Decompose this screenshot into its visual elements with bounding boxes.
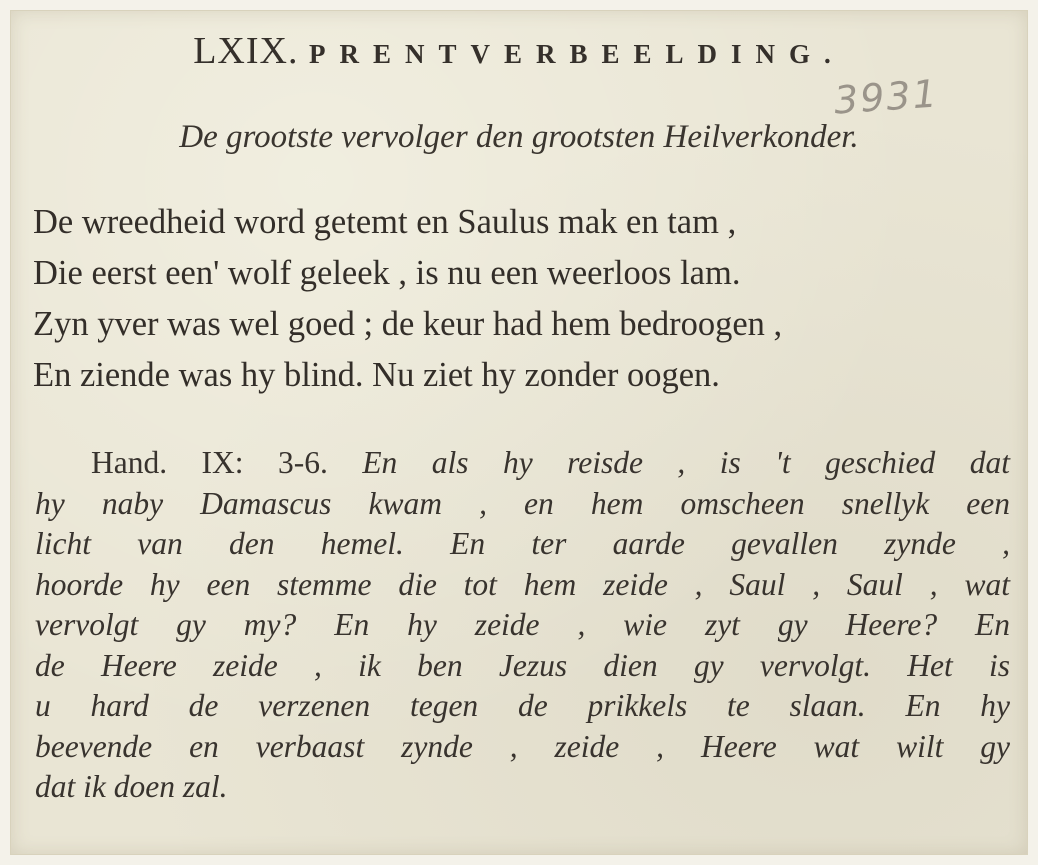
passage-line: dat ik doen zal. [35, 769, 228, 804]
passage-line: beevende en verbaast zynde , zeide , Heere wat wilt gy [35, 728, 1010, 764]
scripture-passage [35, 443, 1010, 808]
passage-line: de Heere zeide , ik ben Jezus dien gy vervolgt. Het is [35, 647, 1010, 683]
verse-block [33, 197, 1013, 401]
printed-page [10, 10, 1028, 855]
heading-number: LXIX. [193, 30, 299, 72]
verse-line: Die eerst een' wolf geleek , is nu een weerloos lam. [33, 254, 741, 292]
heading-word: PRENTVERBEELDING. [308, 39, 845, 69]
verse-line: En ziende was hy blind. Nu ziet hy zonder oogen. [33, 356, 720, 394]
passage-line: u hard de verzenen tegen de prikkels te slaan. En hy [35, 688, 1010, 723]
page-heading [11, 29, 1027, 73]
subtitle: De grootste vervolger den grootsten Heilverkonder. [179, 119, 859, 155]
verse-line: Zyn yver was wel goed ; de keur had hem bedroogen , [33, 305, 783, 343]
passage-line: licht van den hemel. En ter aarde gevallen zynde , [35, 526, 1010, 561]
passage-line: hy naby Damascus kwam , en hem omscheen snellyk een [35, 485, 1010, 521]
passage-text: En als hy reisde , is 't geschied dat [362, 445, 1011, 480]
verse-line: De wreedheid word getemt en Saulus mak en tam , [33, 203, 737, 241]
passage-line [35, 443, 1010, 484]
handwritten-number: 3931 [832, 71, 941, 123]
passage-line: vervolgt gy my? En hy zeide , wie zyt gy Heere? En [35, 607, 1010, 642]
passage-line: hoorde hy een stemme die tot hem zeide , Saul , Saul , wat [35, 566, 1010, 602]
scripture-reference: Hand. IX: 3-6. [91, 445, 328, 480]
